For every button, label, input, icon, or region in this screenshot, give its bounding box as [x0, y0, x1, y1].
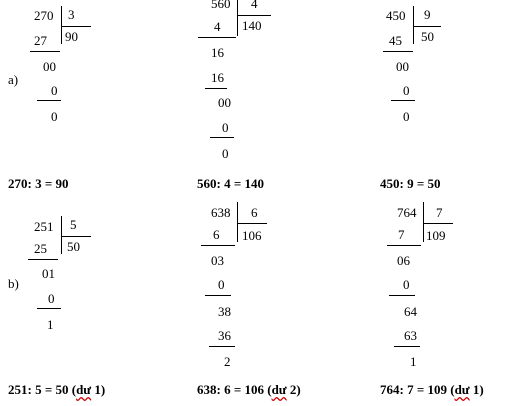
division-bar-horizontal	[237, 223, 267, 224]
subtraction-line	[205, 88, 227, 89]
remainder-word: dư	[454, 382, 470, 397]
step-remainder: 00	[218, 95, 231, 110]
part-label-a: a)	[8, 72, 19, 87]
subtraction-line	[201, 245, 235, 246]
step-remainder: 1	[410, 354, 417, 369]
division-bar-horizontal	[61, 26, 91, 27]
step-remainder: 64	[404, 304, 417, 319]
division-bar-vertical	[61, 216, 62, 254]
subtraction-line	[387, 245, 421, 246]
subtraction-line	[30, 51, 60, 52]
step-remainder: 00	[43, 59, 56, 74]
division-bar-horizontal	[423, 223, 453, 224]
dividend: 638	[211, 205, 231, 220]
result-tail: 1)	[91, 382, 106, 397]
subtraction-line	[391, 100, 415, 101]
quotient: 106	[242, 228, 262, 243]
subtraction-line	[389, 295, 415, 296]
subtraction-line	[37, 100, 61, 101]
division-bar-horizontal	[413, 26, 441, 27]
step-subtract: 27	[34, 33, 47, 48]
result-a2: 560: 4 = 140	[197, 176, 264, 191]
division-bar-vertical	[237, 202, 238, 242]
quotient: 140	[242, 18, 262, 33]
divisor: 4	[251, 0, 258, 11]
result-text: 638: 6 = 106 (	[197, 382, 272, 397]
step-remainder: 03	[211, 253, 224, 268]
step-subtract: 45	[389, 33, 402, 48]
step-subtract: 25	[34, 241, 47, 256]
part-label-b: b)	[8, 276, 19, 291]
division-bar-horizontal	[237, 15, 271, 16]
remainder-word: dư	[76, 382, 92, 397]
quotient: 109	[426, 228, 446, 243]
result-text: 251: 5 = 50 (	[8, 382, 77, 397]
divisor: 6	[251, 205, 258, 220]
step-subtract: 16	[211, 70, 224, 85]
result-a3: 450: 9 = 50	[380, 176, 441, 191]
division-bar-vertical	[237, 0, 238, 36]
step-remainder: 0	[51, 109, 58, 124]
step-remainder: 0	[222, 146, 229, 161]
step-remainder: 06	[397, 253, 410, 268]
step-subtract: 0	[403, 83, 410, 98]
step-subtract: 0	[403, 277, 410, 292]
quotient: 50	[67, 239, 80, 254]
dividend: 251	[34, 219, 54, 234]
subtraction-line	[205, 295, 231, 296]
step-remainder: 1	[47, 317, 54, 332]
subtraction-line	[394, 346, 420, 347]
result-tail: 2)	[286, 382, 301, 397]
dividend: 450	[386, 8, 406, 23]
step-subtract: 7	[398, 227, 405, 242]
result-b2	[197, 382, 301, 397]
result-text: 764: 7 = 109 (	[380, 382, 455, 397]
step-subtract: 0	[222, 120, 229, 135]
step-subtract: 4	[214, 19, 221, 34]
step-remainder: 2	[224, 354, 231, 369]
result-tail: 1)	[469, 382, 484, 397]
result-b3	[380, 382, 484, 397]
result-b1	[8, 382, 105, 397]
step-subtract: 0	[218, 277, 225, 292]
subtraction-line	[28, 259, 58, 260]
step-remainder: 00	[396, 59, 409, 74]
step-remainder: 0	[403, 109, 410, 124]
subtraction-line	[383, 51, 413, 52]
step-subtract: 0	[48, 291, 55, 306]
subtraction-line	[209, 346, 235, 347]
step-remainder: 16	[211, 45, 224, 60]
step-subtract: 36	[218, 328, 231, 343]
dividend: 764	[397, 205, 417, 220]
remainder-word: dư	[271, 382, 287, 397]
divisor: 3	[68, 7, 75, 22]
dividend: 270	[34, 8, 54, 23]
result-a1: 270: 3 = 90	[8, 176, 69, 191]
quotient: 90	[65, 29, 78, 44]
step-subtract: 0	[51, 83, 58, 98]
dividend: 560	[211, 0, 231, 11]
subtraction-line	[210, 137, 234, 138]
step-remainder: 01	[42, 266, 55, 281]
step-remainder: 38	[218, 304, 231, 319]
division-bar-vertical	[61, 6, 62, 44]
step-subtract: 6	[213, 227, 220, 242]
divisor: 7	[436, 205, 443, 220]
division-bar-horizontal	[61, 236, 91, 237]
division-bar-vertical	[423, 202, 424, 242]
step-subtract: 63	[404, 328, 417, 343]
divisor: 9	[424, 7, 431, 22]
divisor: 5	[70, 217, 77, 232]
subtraction-line	[198, 37, 236, 38]
quotient: 50	[421, 29, 434, 44]
subtraction-line	[37, 308, 61, 309]
division-bar-vertical	[413, 6, 414, 44]
